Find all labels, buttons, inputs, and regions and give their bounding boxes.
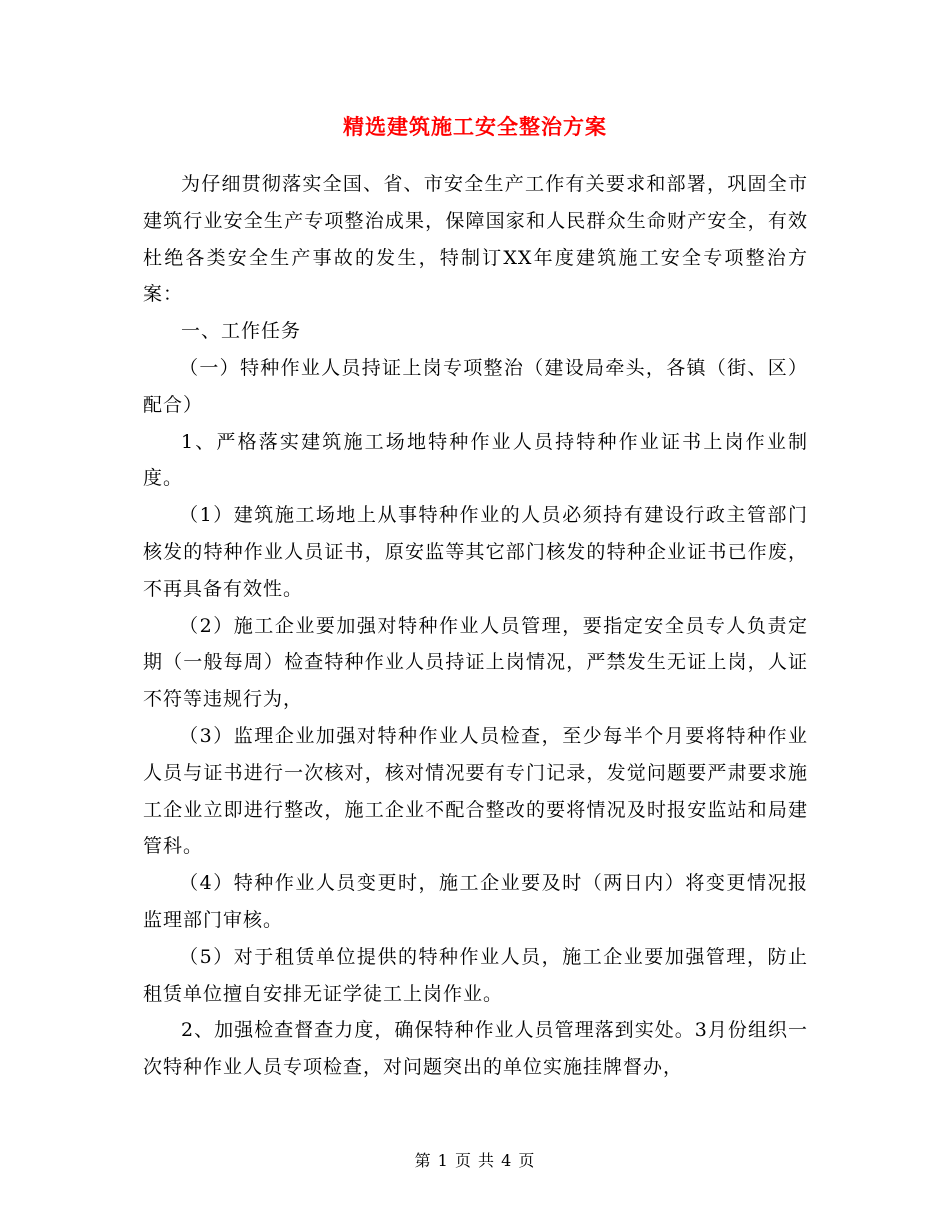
document-body	[143, 166, 808, 1086]
paragraph-subitem-1: （1）建筑施工场地上从事特种作业的人员必须持有建设行政主管部门核发的特种作业人员证书，原安监等其它部门核发的特种企业证书已作废，不再具备有效性。	[143, 504, 808, 600]
document-title: 精选建筑施工安全整治方案	[343, 114, 607, 139]
paragraph-subitem-3: （3）监理企业加强对特种作业人员检查，至少每半个月要将特种作业人员与证书进行一次核对，核对情况要有专门记录，发觉问题要严肃要求施工企业立即进行整改，施工企业不配合整改的要将情况及时报安监站和局建管科。	[143, 724, 808, 858]
paragraph-intro: 为仔细贯彻落实全国、省、市安全生产工作有关要求和部署，巩固全市建筑行业安全生产专项整治成果，保障国家和人民群众生命财产安全，有效杜绝各类安全生产事故的发生，特制订XX年度建筑施工安全专项整治方案：	[143, 173, 808, 306]
paragraph-subitem-5: （5）对于租赁单位提供的特种作业人员，施工企业要加强管理，防止租赁单位擅自安排无证学徒工上岗作业。	[143, 945, 808, 1005]
page-number-footer: 第 1 页 共 4 页	[414, 1151, 536, 1170]
paragraph-subitem-2: （2）施工企业要加强对特种作业人员管理，要指定安全员专人负责定期（一般每周）检查特种作业人员持证上岗情况，严禁发生无证上岗，人证不符等违规行为，	[143, 614, 808, 711]
paragraph-item-2: 2、加强检查督查力度，确保特种作业人员管理落到实处。3月份组织一次特种作业人员专项检查，对问题突出的单位实施挂牌督办，	[143, 1019, 808, 1079]
paragraph-subitem-4: （4）特种作业人员变更时，施工企业要及时（两日内）将变更情况报监理部门审核。	[143, 872, 808, 931]
paragraph-item-1: 1、严格落实建筑施工场地特种作业人员持特种作业证书上岗作业制度。	[143, 430, 808, 490]
section-heading-tasks: 一、工作任务	[181, 320, 302, 343]
subsection-heading-1: （一）特种作业人员持证上岗专项整治（建设局牵头，各镇（街、区）配合）	[143, 356, 808, 416]
